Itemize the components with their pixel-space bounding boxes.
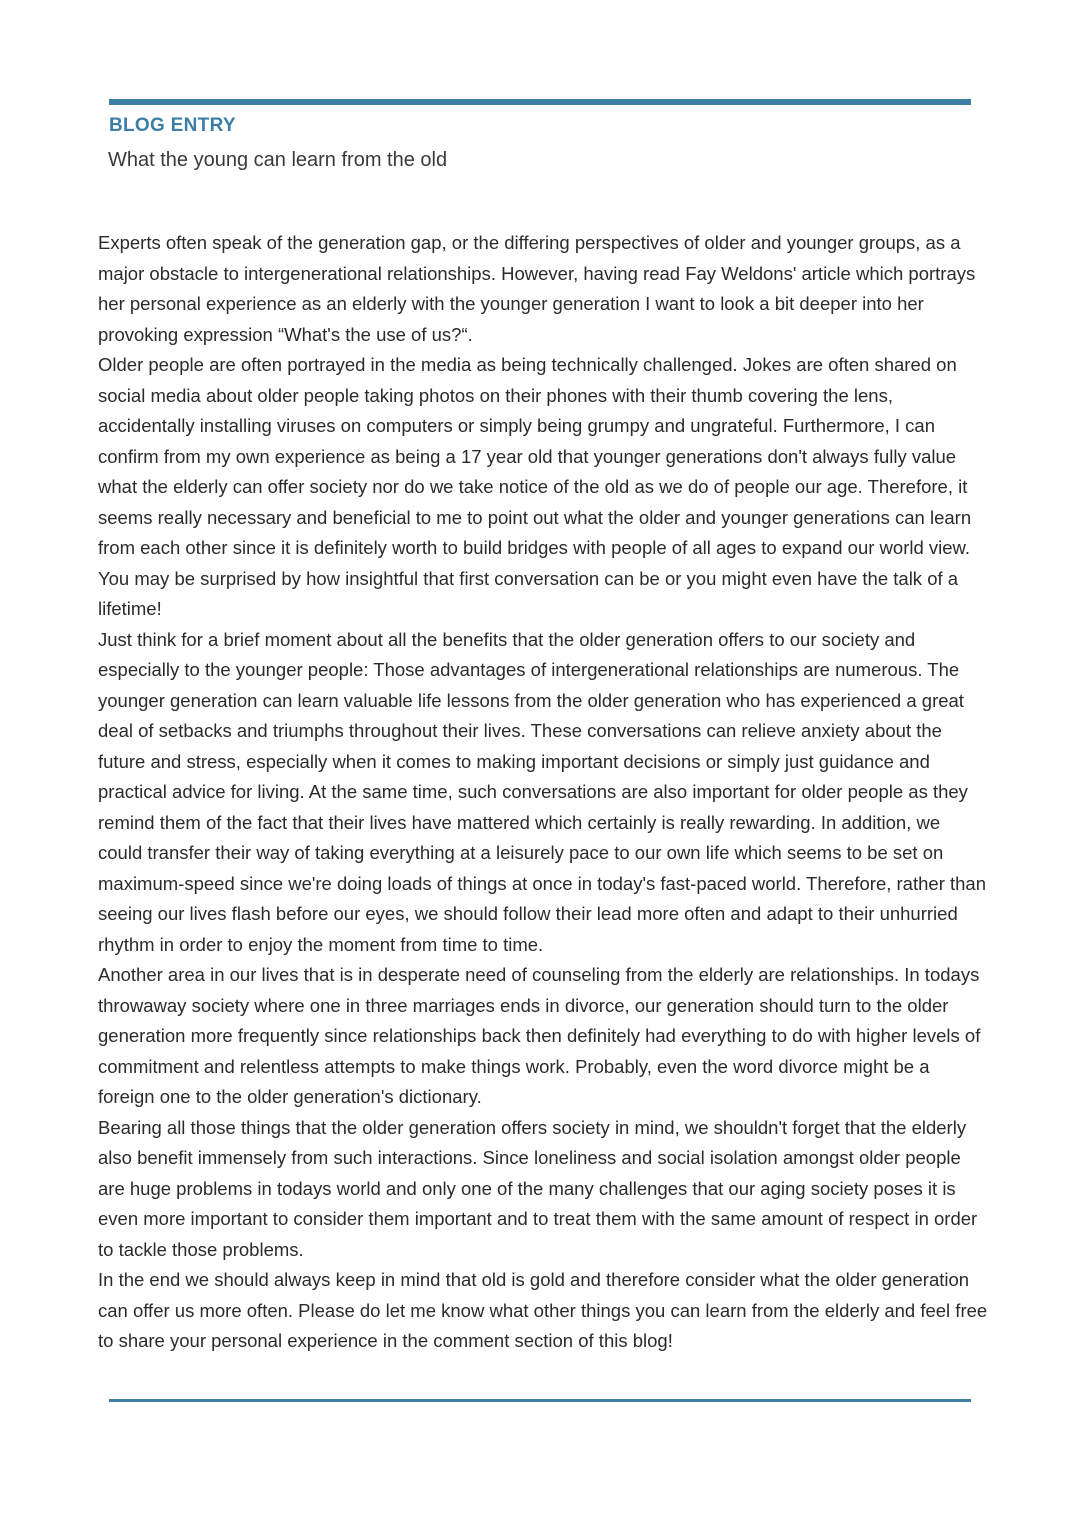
bottom-divider — [109, 1399, 971, 1402]
article-paragraph: Bearing all those things that the older generation offers society in mind, we shouldn't forget that the elderly also benefit immensely from such interactions. Since loneliness and social isolation amongst older people are huge problems in todays world and only one of the many challenges that our aging society poses it is even more important to consider them important and to treat them with the same amount of respect in order to tackle those problems. — [98, 1116, 978, 1260]
top-divider — [109, 99, 971, 105]
blog-title: What the young can learn from the old — [108, 149, 448, 171]
article-body — [98, 228, 988, 1357]
article-paragraph: Just think for a brief moment about all the benefits that the older generation offers to our society and especially to the younger people: Those advantages of intergenerational relationships are numerous. The younger generation can learn valuable life lessons from the older generation who has experienced a great deal of setbacks and triumphs throughout their lives. These conversations can relieve anxiety about the future and stress, especially when it comes to making important decisions or simply just guidance and practical advice for living. At the same time, such conversations are also important for older people as they remind them of the fact that their lives have mattered which certainly is really rewarding. In addition, we could transfer their way of taking everything at a leisurely pace to our own life which seems to be set on maximum-speed since we're doing loads of things at once in today's fast-paced world. Therefore, rather than seeing our lives flash before our eyes, we should follow their lead more often and adapt to their unhurried rhythm in order to enjoy the moment from time to time. — [98, 628, 986, 955]
article-paragraph: Experts often speak of the generation gap, or the differing perspectives of older and younger groups, as a major obstacle to intergenerational relationships. However, having read Fay Weldons' article which portrays her personal experience as an elderly with the younger generation I want to look a bit deeper into her provoking expression “What's the use of us?“. — [98, 232, 976, 345]
article-paragraph: In the end we should always keep in mind that old is gold and therefore consider what the older generation can offer us more often. Please do let me know what other things you can learn from the elderly and feel free to share your personal experience in the comment section of this blog! — [98, 1269, 988, 1351]
article-paragraph: Another area in our lives that is in desperate need of counseling from the elderly are relationships. In todays throwaway society where one in three marriages ends in divorce, our generation should turn to the older generation more frequently since relationships back then definitely had everything to do with higher levels of commitment and relentless attempts to make things work. Probably, even the word divorce might be a foreign one to the older generation's dictionary. — [98, 964, 981, 1107]
article-paragraph: Older people are often portrayed in the media as being technically challenged. Jokes are often shared on social media about older people taking photos on their phones with their thumb covering the lens, accidentally installing viruses on computers or simply being grumpy and ungrateful. Furthermore, I can confirm from my own experience as being a 17 year old that younger generations don't always fully value what the elderly can offer society nor do we take notice of the old as we do of people our age. Therefore, it seems really necessary and beneficial to me to point out what the older and younger generations can learn from each other since it is definitely worth to build bridges with people of all ages to expand our world view. You may be surprised by how insightful that first conversation can be or you might even have the talk of a lifetime! — [98, 354, 972, 619]
section-label: BLOG ENTRY — [109, 115, 236, 136]
